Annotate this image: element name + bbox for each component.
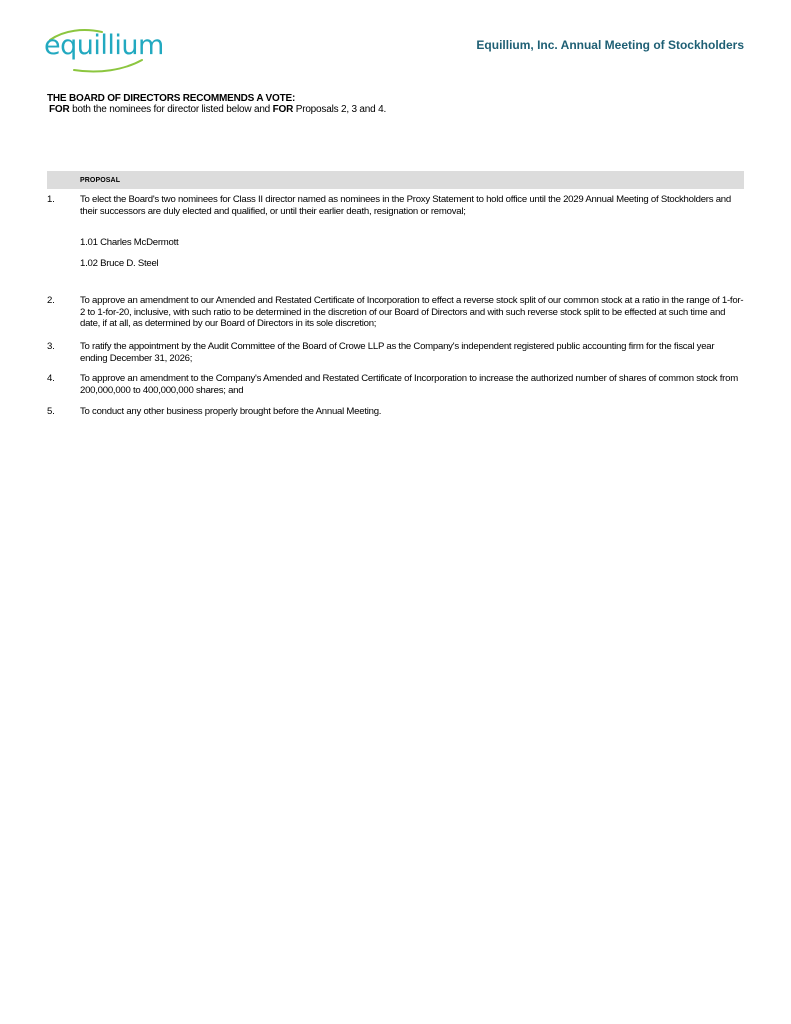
recommendation-end-text: Proposals 2, 3 and 4.	[293, 104, 387, 115]
nominee-1: 1.01 Charles McDermott	[80, 237, 179, 248]
proposal-text: To elect the Board's two nominees for Class II director named as nominees in the Proxy Statement to hold office until the 2029 Annual Meeting of Stockholders and their successors are duly elected and qualified, or until their earlier death, resignation or removal;	[80, 194, 731, 217]
recommendation-line	[47, 104, 386, 115]
proposal-text: To approve an amendment to our Amended and Restated Certificate of Incorporation to effect a reverse stock split of our common stock at a ratio in the range of 1-for-2 to 1-for-20, inclusive, with such ratio to be determined in the discretion of our Board of Directors and with such reverse stock split to be effected at such time and date, if at all, as determined by our Board of Directors in its sole discretion;	[80, 295, 744, 329]
for-label-1: FOR	[49, 104, 70, 115]
proposal-text: To approve an amendment to the Company's Amended and Restated Certificate of Incorporation to increase the authorized number of shares of common stock from 200,000,000 to 400,000,000 shares; and	[80, 373, 738, 396]
for-label-2: FOR	[272, 104, 294, 115]
proposal-text: To ratify the appointment by the Audit Committee of the Board of Crowe LLP as the Company's independent registered public accounting firm for the fiscal year ending December 31, 2026;	[80, 341, 715, 364]
document-title: Equillium, Inc. Annual Meeting of Stockholders	[476, 38, 744, 52]
proposal-header-label: PROPOSAL	[80, 177, 121, 184]
proposal-number: 3.	[47, 341, 55, 352]
proposal-header-bar	[47, 171, 744, 189]
nominee-2: 1.02 Bruce D. Steel	[80, 258, 159, 269]
proposal-number: 4.	[47, 373, 55, 384]
proposal-number: 5.	[47, 406, 55, 417]
recommendation-heading: THE BOARD OF DIRECTORS RECOMMENDS A VOTE:	[47, 93, 296, 104]
company-logo	[44, 26, 164, 74]
logo-wordmark: equillium	[44, 30, 164, 61]
board-recommendation	[47, 93, 386, 115]
recommendation-mid-text: both the nominees for director listed below and	[69, 104, 273, 115]
proposal-text: To conduct any other business properly brought before the Annual Meeting.	[80, 406, 382, 417]
proposal-number: 2.	[47, 295, 55, 306]
proposal-number: 1.	[47, 194, 55, 205]
